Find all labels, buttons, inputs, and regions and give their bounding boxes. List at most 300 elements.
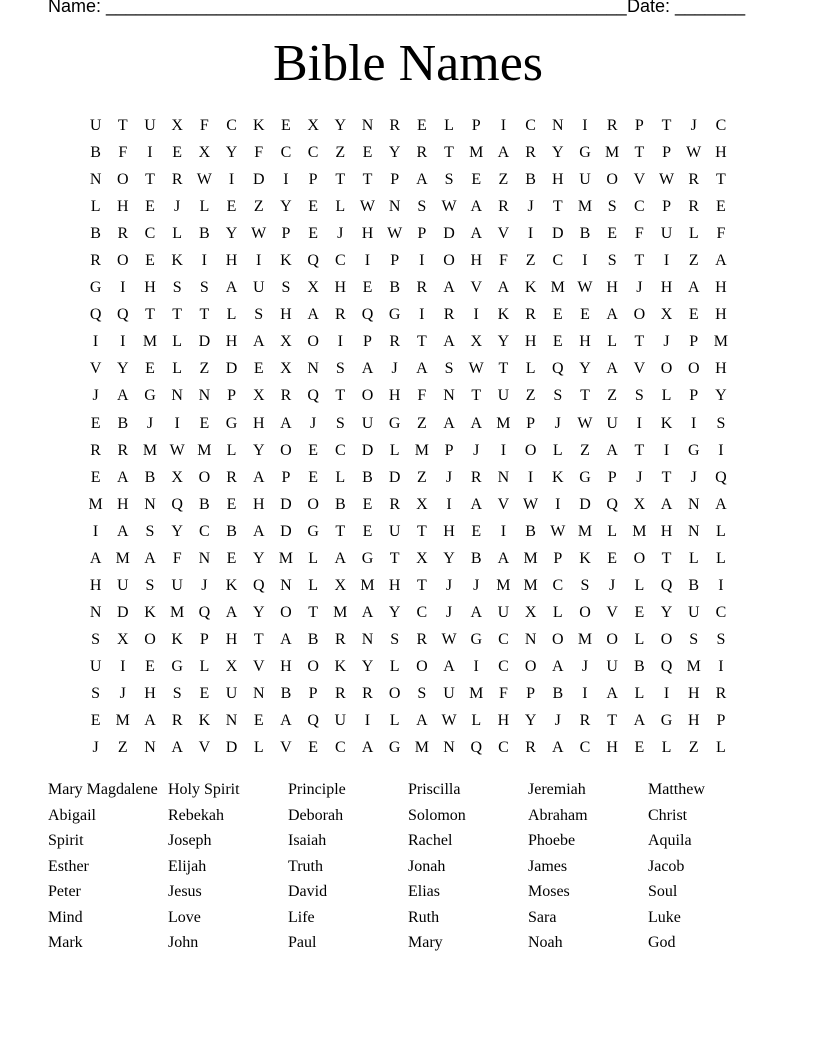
- grid-letter: G: [660, 712, 673, 730]
- grid-letter: U: [89, 657, 102, 675]
- grid-letter: K: [660, 414, 673, 432]
- grid-letter: U: [660, 225, 673, 243]
- grid-letter: X: [334, 576, 347, 594]
- grid-letter: H: [89, 576, 102, 594]
- grid-letter: O: [117, 252, 129, 270]
- grid-letter: R: [416, 630, 428, 648]
- grid-letter: S: [444, 171, 454, 189]
- grid-letter: S: [390, 630, 400, 648]
- grid-letter: E: [471, 522, 482, 540]
- grid-letter: R: [90, 252, 101, 270]
- grid-letter: V: [606, 603, 618, 621]
- grid-letter: A: [687, 279, 700, 297]
- grid-letter: P: [716, 712, 726, 730]
- grid-letter: G: [89, 279, 102, 297]
- grid-letter: B: [199, 495, 210, 513]
- grid-letter: A: [89, 549, 102, 567]
- word-list-item: Abigail: [48, 806, 96, 824]
- grid-letter: J: [554, 712, 561, 730]
- grid-letter: T: [634, 252, 645, 270]
- grid-letter: B: [280, 684, 292, 702]
- grid-letter: T: [362, 171, 373, 189]
- grid-letter: I: [473, 657, 479, 675]
- grid-letter: J: [609, 576, 616, 594]
- grid-letter: I: [228, 171, 235, 189]
- grid-letter: S: [580, 576, 590, 594]
- grid-letter: N: [443, 739, 455, 757]
- word-list-item: Spirit: [48, 832, 84, 849]
- grid-letter: Y: [388, 144, 401, 162]
- word-list-item: Love: [168, 908, 201, 926]
- grid-letter: S: [444, 360, 454, 378]
- grid-letter: M: [142, 333, 158, 351]
- grid-letter: Z: [416, 414, 427, 432]
- grid-letter: M: [605, 144, 620, 162]
- grid-letter: B: [470, 549, 482, 567]
- grid-letter: L: [716, 739, 726, 757]
- grid-letter: C: [199, 522, 210, 540]
- grid-letter: R: [389, 333, 400, 351]
- grid-letter: B: [117, 414, 129, 432]
- grid-letter: Y: [443, 549, 455, 567]
- grid-letter: K: [252, 117, 265, 134]
- grid-letter: W: [359, 198, 376, 216]
- word-list-item: Life: [288, 908, 315, 926]
- grid-letter: H: [252, 495, 265, 513]
- word-list-item: Phoebe: [528, 832, 576, 849]
- grid-letter: C: [525, 117, 536, 134]
- grid-letter: K: [497, 306, 510, 324]
- grid-letter: C: [498, 630, 509, 648]
- grid-letter: D: [552, 225, 564, 243]
- grid-letter: Y: [524, 712, 537, 730]
- grid-letter: K: [552, 468, 564, 486]
- grid-letter: J: [201, 576, 208, 594]
- grid-letter: P: [417, 225, 427, 243]
- grid-letter: W: [577, 414, 593, 432]
- grid-letter: H: [552, 171, 564, 189]
- grid-letter: J: [636, 279, 643, 297]
- grid-letter: O: [416, 657, 428, 675]
- word-list-item: Jonah: [408, 857, 446, 875]
- date-field-label: Date: _______: [627, 0, 746, 16]
- grid-letter: K: [579, 549, 591, 567]
- grid-letter: E: [226, 495, 237, 513]
- grid-letter: J: [146, 414, 154, 432]
- grid-letter: U: [388, 522, 401, 540]
- word-list-item: Soul: [648, 883, 678, 900]
- grid-letter: R: [171, 712, 183, 730]
- grid-letter: L: [444, 117, 454, 134]
- word-list-item: Mary Magdalene: [48, 781, 158, 798]
- grid-letter: H: [660, 279, 673, 297]
- grid-letter: R: [498, 198, 509, 216]
- grid-letter: A: [633, 712, 646, 730]
- grid-letter: T: [634, 441, 645, 459]
- grid-letter: A: [552, 657, 564, 675]
- grid-letter: I: [527, 225, 534, 243]
- grid-letter: B: [688, 576, 700, 594]
- grid-letter: H: [524, 333, 537, 351]
- grid-letter: L: [716, 549, 726, 567]
- grid-letter: L: [389, 441, 400, 459]
- grid-letter: D: [280, 495, 292, 513]
- grid-letter: A: [552, 739, 564, 757]
- grid-letter: O: [660, 630, 673, 648]
- grid-letter: S: [417, 684, 427, 702]
- grid-letter: I: [473, 306, 479, 324]
- word-list-item: Elijah: [168, 857, 207, 875]
- grid-letter: X: [416, 549, 428, 567]
- word-list-item: Holy Spirit: [168, 781, 240, 798]
- grid-letter: E: [716, 198, 726, 216]
- grid-letter: A: [361, 603, 374, 621]
- grid-letter: J: [473, 441, 480, 459]
- grid-letter: E: [580, 306, 590, 324]
- grid-letter: I: [500, 522, 507, 540]
- grid-letter: T: [416, 576, 427, 594]
- grid-letter: P: [363, 333, 372, 351]
- grid-letter: R: [280, 387, 292, 405]
- grid-letter: I: [582, 684, 588, 702]
- grid-letter: R: [579, 712, 591, 730]
- grid-letter: L: [634, 684, 645, 702]
- grid-letter: W: [387, 225, 403, 243]
- grid-letter: S: [91, 630, 101, 648]
- grid-letter: W: [441, 712, 457, 730]
- grid-letter: B: [199, 225, 210, 243]
- grid-letter: B: [525, 171, 536, 189]
- grid-letter: N: [687, 522, 700, 540]
- grid-letter: T: [308, 603, 318, 621]
- grid-letter: T: [716, 171, 726, 189]
- grid-letter: C: [307, 144, 319, 162]
- grid-letter: C: [144, 225, 156, 243]
- grid-letter: A: [416, 712, 428, 730]
- grid-letter: R: [525, 306, 536, 324]
- header: [48, 0, 748, 20]
- grid-letter: F: [172, 549, 182, 567]
- grid-letter: A: [252, 468, 265, 486]
- grid-letter: R: [117, 441, 129, 459]
- grid-letter: W: [441, 198, 457, 216]
- grid-letter: A: [660, 495, 673, 513]
- grid-letter: H: [579, 333, 591, 351]
- grid-letter: G: [361, 549, 374, 567]
- grid-letter: R: [334, 630, 346, 648]
- grid-letter: F: [254, 144, 264, 162]
- grid-letter: N: [361, 117, 374, 134]
- grid-letter: F: [199, 117, 209, 134]
- grid-letter: W: [658, 171, 675, 189]
- grid-letter: R: [90, 441, 101, 459]
- grid-letter: O: [552, 630, 564, 648]
- grid-letter: B: [579, 225, 591, 243]
- grid-letter: M: [115, 712, 130, 730]
- grid-letter: S: [254, 306, 264, 324]
- grid-letter: H: [687, 684, 700, 702]
- grid-letter: L: [253, 739, 264, 757]
- grid-letter: L: [661, 387, 672, 405]
- grid-letter: C: [715, 117, 727, 134]
- word-list-item: Matthew: [648, 781, 705, 798]
- grid-letter: W: [196, 171, 212, 189]
- grid-letter: D: [388, 468, 401, 486]
- word-list-item: Deborah: [288, 806, 344, 824]
- grid-letter: C: [498, 739, 509, 757]
- grid-letter: U: [144, 117, 156, 134]
- word-search-grid: [82, 112, 735, 761]
- grid-letter: H: [117, 495, 129, 513]
- grid-letter: E: [145, 198, 155, 216]
- grid-letter: R: [389, 117, 400, 134]
- grid-letter: D: [117, 603, 129, 621]
- grid-letter: X: [171, 468, 183, 486]
- grid-letter: K: [171, 252, 183, 270]
- word-list-item: Esther: [48, 857, 89, 875]
- grid-letter: I: [256, 252, 262, 270]
- grid-letter: N: [198, 387, 211, 405]
- grid-letter: L: [199, 657, 210, 675]
- grid-letter: N: [144, 739, 156, 757]
- grid-letter: O: [307, 495, 319, 513]
- grid-letter: Z: [117, 739, 128, 757]
- grid-letter: B: [90, 225, 101, 243]
- grid-letter: A: [443, 414, 455, 432]
- grid-letter: Y: [252, 603, 265, 621]
- grid-letter: X: [280, 333, 292, 351]
- grid-letter: T: [335, 522, 346, 540]
- grid-letter: I: [120, 657, 126, 675]
- grid-letter: X: [307, 117, 319, 134]
- grid-letter: F: [417, 387, 427, 405]
- grid-letter: A: [416, 360, 428, 378]
- grid-letter: A: [117, 468, 129, 486]
- grid-letter: H: [144, 279, 156, 297]
- grid-letter: O: [524, 657, 537, 675]
- grid-letter: E: [90, 712, 101, 730]
- grid-letter: A: [171, 739, 183, 757]
- grid-letter: A: [144, 549, 156, 567]
- grid-letter: L: [716, 522, 726, 540]
- grid-letter: U: [606, 414, 618, 432]
- grid-letter: Q: [552, 360, 564, 378]
- grid-letter: H: [687, 712, 700, 730]
- grid-letter: P: [444, 441, 454, 459]
- grid-letter: P: [281, 225, 291, 243]
- grid-letter: V: [633, 360, 646, 378]
- grid-letter: A: [252, 522, 265, 540]
- grid-letter: P: [662, 198, 671, 216]
- grid-letter: P: [390, 252, 400, 270]
- grid-letter: U: [687, 603, 700, 621]
- word-list-item: Priscilla: [408, 781, 461, 798]
- grid-letter: A: [470, 198, 482, 216]
- grid-letter: T: [634, 333, 645, 351]
- grid-letter: G: [470, 630, 482, 648]
- word-list-item: Christ: [648, 806, 688, 824]
- grid-letter: I: [663, 441, 670, 459]
- grid-letter: M: [170, 603, 185, 621]
- grid-letter: N: [225, 712, 238, 730]
- grid-letter: U: [171, 576, 183, 594]
- grid-letter: B: [90, 144, 101, 162]
- grid-letter: Y: [252, 441, 265, 459]
- grid-letter: A: [606, 306, 618, 324]
- grid-letter: A: [117, 522, 129, 540]
- grid-letter: Y: [361, 657, 374, 675]
- grid-letter: T: [634, 144, 645, 162]
- grid-letter: J: [92, 387, 99, 405]
- grid-letter: N: [388, 198, 401, 216]
- grid-letter: A: [470, 414, 482, 432]
- grid-letter: S: [607, 198, 617, 216]
- word-list-item: Principle: [288, 781, 346, 798]
- grid-letter: I: [364, 712, 371, 730]
- grid-letter: P: [553, 549, 563, 567]
- grid-letter: L: [525, 360, 536, 378]
- word-list-item: God: [648, 934, 676, 951]
- grid-letter: A: [497, 549, 510, 567]
- word-list-item: Peter: [48, 883, 81, 900]
- grid-letter: T: [661, 468, 672, 486]
- grid-letter: M: [713, 333, 729, 351]
- grid-letter: M: [333, 603, 348, 621]
- grid-letter: L: [226, 306, 237, 324]
- grid-letter: E: [281, 117, 291, 134]
- page-title: Bible Names: [272, 35, 544, 92]
- grid-letter: A: [497, 279, 510, 297]
- grid-letter: S: [716, 414, 726, 432]
- grid-letter: H: [443, 522, 455, 540]
- grid-letter: Z: [199, 360, 210, 378]
- grid-letter: Y: [388, 603, 401, 621]
- grid-letter: E: [471, 171, 482, 189]
- grid-letter: G: [579, 468, 591, 486]
- grid-letter: J: [309, 414, 317, 432]
- grid-letter: G: [388, 414, 401, 432]
- grid-letter: U: [497, 603, 510, 621]
- grid-letter: J: [554, 414, 561, 432]
- grid-letter: O: [524, 441, 537, 459]
- grid-letter: U: [497, 387, 510, 405]
- grid-letter: A: [280, 630, 292, 648]
- grid-letter: J: [473, 576, 480, 594]
- grid-letter: L: [389, 712, 400, 730]
- grid-letter: M: [523, 549, 538, 567]
- grid-letter: L: [389, 657, 400, 675]
- grid-letter: C: [280, 144, 292, 162]
- grid-letter: E: [90, 468, 101, 486]
- grid-letter: T: [389, 549, 400, 567]
- grid-letter: Q: [198, 603, 211, 621]
- grid-letter: C: [498, 657, 509, 675]
- grid-letter: N: [524, 630, 537, 648]
- grid-letter: F: [634, 225, 644, 243]
- grid-letter: Y: [579, 360, 591, 378]
- grid-letter: F: [716, 225, 726, 243]
- grid-letter: W: [441, 630, 457, 648]
- grid-letter: X: [225, 657, 238, 675]
- grid-letter: V: [252, 657, 265, 675]
- grid-letter: E: [172, 144, 183, 162]
- grid-letter: O: [388, 684, 401, 702]
- grid-letter: A: [606, 441, 618, 459]
- grid-letter: O: [198, 468, 211, 486]
- grid-letter: I: [718, 441, 724, 459]
- grid-letter: S: [281, 279, 291, 297]
- grid-letter: W: [577, 279, 593, 297]
- grid-letter: D: [443, 225, 455, 243]
- grid-letter: B: [307, 630, 319, 648]
- grid-letter: S: [553, 387, 563, 405]
- grid-letter: E: [308, 225, 318, 243]
- grid-letter: B: [144, 468, 156, 486]
- grid-letter: R: [117, 225, 129, 243]
- grid-letter: D: [280, 522, 292, 540]
- grid-letter: K: [198, 712, 211, 730]
- grid-letter: T: [172, 306, 183, 324]
- grid-letter: R: [715, 684, 727, 702]
- grid-letter: V: [497, 495, 510, 513]
- grid-letter: G: [144, 387, 156, 405]
- grid-letter: R: [525, 739, 536, 757]
- grid-letter: B: [226, 522, 237, 540]
- grid-letter: T: [444, 144, 454, 162]
- grid-letter: K: [524, 279, 537, 297]
- grid-letter: L: [199, 198, 210, 216]
- grid-letter: R: [362, 684, 373, 702]
- grid-letter: U: [225, 684, 238, 702]
- grid-letter: P: [281, 468, 291, 486]
- grid-letter: T: [580, 387, 590, 405]
- grid-letter: T: [552, 198, 563, 216]
- grid-letter: U: [443, 684, 455, 702]
- grid-letter: E: [145, 360, 155, 378]
- grid-letter: Y: [280, 198, 292, 216]
- grid-letter: K: [334, 657, 347, 675]
- grid-letter: N: [280, 576, 292, 594]
- grid-letter: M: [686, 657, 701, 675]
- grid-letter: N: [252, 684, 265, 702]
- grid-letter: T: [416, 522, 427, 540]
- grid-letter: G: [388, 306, 401, 324]
- word-list-item: Truth: [288, 857, 323, 875]
- grid-letter: Q: [171, 495, 183, 513]
- grid-letter: S: [689, 630, 699, 648]
- grid-letter: R: [470, 468, 482, 486]
- grid-letter: I: [582, 117, 588, 134]
- grid-letter: Z: [580, 441, 590, 459]
- grid-letter: S: [145, 522, 155, 540]
- grid-letter: E: [634, 739, 645, 757]
- grid-letter: N: [443, 387, 455, 405]
- grid-letter: U: [117, 576, 129, 594]
- grid-letter: N: [144, 495, 156, 513]
- grid-letter: V: [497, 225, 510, 243]
- grid-letter: X: [307, 279, 319, 297]
- grid-letter: W: [550, 522, 566, 540]
- grid-letter: M: [550, 279, 565, 297]
- grid-letter: E: [607, 549, 618, 567]
- grid-letter: J: [445, 468, 453, 486]
- grid-letter: V: [633, 171, 646, 189]
- grid-letter: A: [470, 225, 482, 243]
- grid-letter: Z: [253, 198, 264, 216]
- grid-letter: O: [280, 603, 292, 621]
- grid-letter: S: [716, 630, 726, 648]
- grid-letter: C: [552, 576, 564, 594]
